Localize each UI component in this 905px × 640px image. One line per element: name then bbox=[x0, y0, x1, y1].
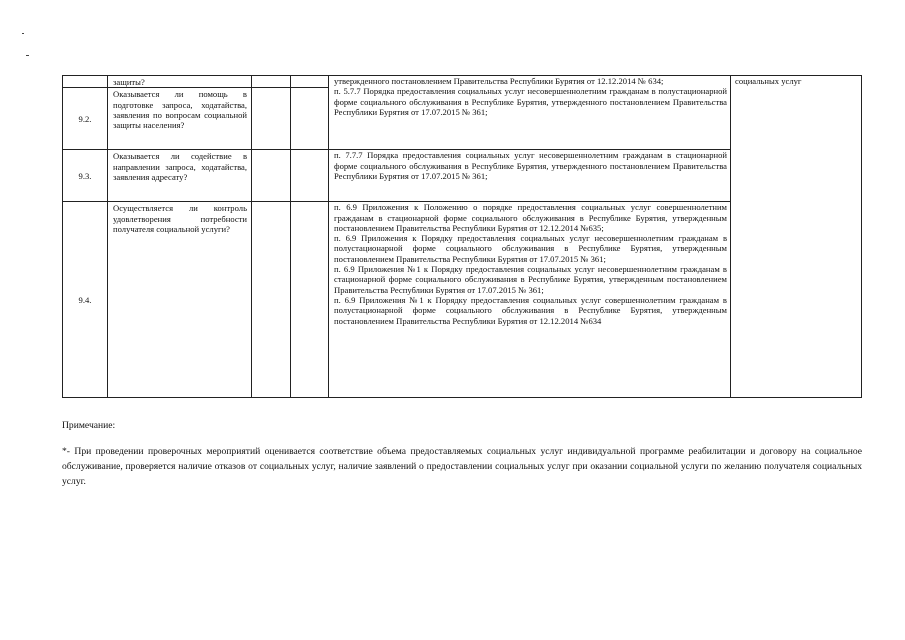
requirements-table bbox=[62, 75, 862, 398]
note-text: *- При проведении проверочных мероприятий оценивается соответствие объема предоставляемых социальных услуг индивидуальной программе реабилитации и договору на социальное обслуживание, проверяется наличие отказов от социальных услуг, наличие заявлений о предоставлении социальных услуг при оказании социальной услуги по желанию получателя социальных услуг. bbox=[62, 446, 862, 487]
reference-cell bbox=[329, 202, 731, 398]
empty-cell bbox=[291, 150, 329, 202]
reference-text: п. 7.7.7 Порядка предоставления социальных услуг несовершеннолетним гражданам в стационарной форме социального обслуживания в Республике Бурятия, утвержденного постановлением Правительства Республики Бурятия от 17.07.2015 № 361; bbox=[334, 150, 727, 181]
reference-text: п. 6.9 Приложения №1 к Порядку предоставления социальных услуг совершеннолетним гражданам в полустационарной форме социального обслуживания в Республике Бурятия, утвержденным постановлением Правительства Республики Бурятия от 12.12.2014 №634 bbox=[334, 294, 727, 326]
note-heading: Примечание: bbox=[62, 420, 116, 431]
reference-text: утвержденного постановлением Правительства Республики Бурятия от 12.12.2014 № 634; bbox=[334, 76, 664, 86]
reference-text: п. 5.7.7 Порядка предоставления социальных услуг несовершеннолетним гражданам в полустационарной форме социального обслуживания в Республике Бурятия, утвержденного постановлением Правительства Республики Бурятия от 17.07.2015 № 361; bbox=[334, 86, 727, 117]
reference-cell bbox=[329, 150, 731, 202]
scan-mark bbox=[22, 33, 24, 34]
row-number: 9.3. bbox=[63, 150, 108, 202]
empty-cell bbox=[252, 202, 291, 398]
row-number bbox=[63, 76, 108, 88]
reference-text: п. 6.9 Приложения к Положению о порядке предоставления социальных услуг совершеннолетним гражданам в стационарной форме социального обслуживания в Республике Бурятия, утвержденным постановлением Правительства Республики Бурятия от 12.12.2014 №635; bbox=[334, 202, 727, 233]
table-row bbox=[63, 76, 862, 88]
reference-text: п. 6.9 Приложения к Порядку предоставления социальных услуг несовершеннолетним гражданам в полустационарной форме социального обслуживания в Республике Бурятия, утвержденным постановлением Правительства Республики Бурятия от 17.07.2015 № 361; bbox=[334, 233, 727, 264]
empty-cell bbox=[291, 202, 329, 398]
question-cell: Оказывается ли помощь в подготовке запроса, ходатайства, заявления по вопросам социальной защиты населения? bbox=[108, 88, 252, 150]
empty-cell bbox=[291, 76, 329, 88]
empty-cell bbox=[252, 76, 291, 88]
question-cell: Оказывается ли содействие в направлении запроса, ходатайства, заявления адресату? bbox=[108, 150, 252, 202]
row-number: 9.4. bbox=[63, 202, 108, 398]
question-cell: защиты? bbox=[108, 76, 252, 88]
row-number: 9.2. bbox=[63, 88, 108, 150]
empty-cell bbox=[252, 88, 291, 150]
empty-cell bbox=[291, 88, 329, 150]
reference-cell bbox=[329, 76, 731, 150]
reference-text: п. 6.9 Приложения №1 к Порядку предоставления социальных услуг несовершеннолетним гражданам в стационарной форме социального обслуживания в Республике Бурятия, утвержденным постановлением Правительства Республики Бурятия от 17.07.2015 № 361; bbox=[334, 264, 727, 295]
scan-mark bbox=[26, 55, 29, 56]
question-cell: Осуществляется ли контроль удовлетворения потребности получателя социальной услуги? bbox=[108, 202, 252, 398]
empty-cell bbox=[252, 150, 291, 202]
result-cell: социальных услуг bbox=[731, 76, 862, 398]
